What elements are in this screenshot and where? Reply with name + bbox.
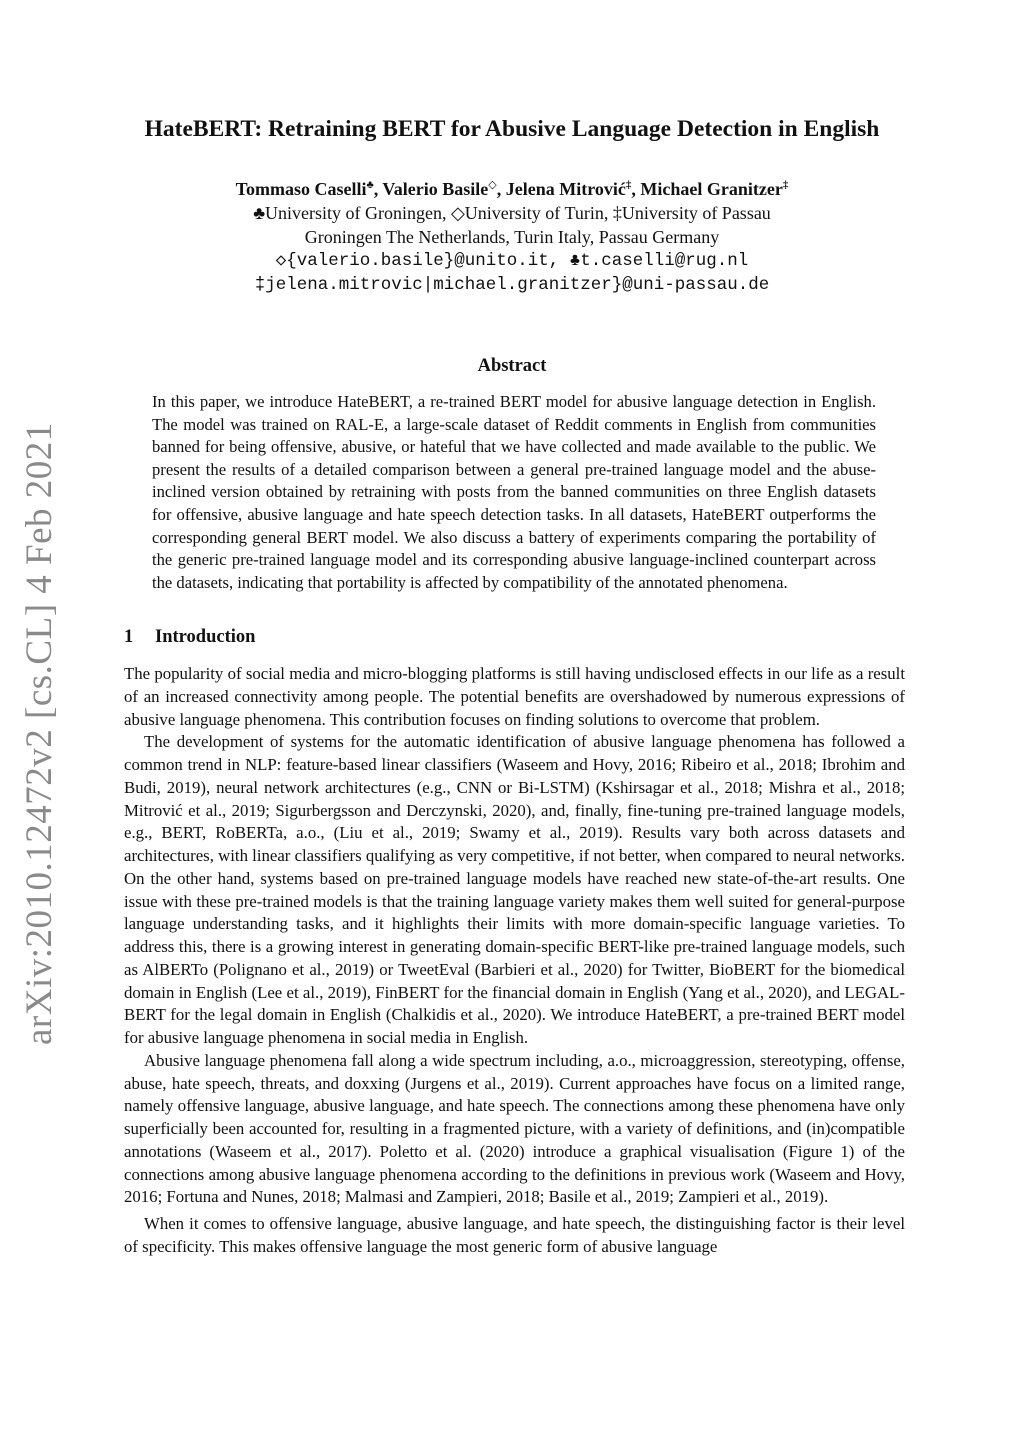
arxiv-identifier-stamp: arXiv:2010.12472v2 [cs.CL] 4 Feb 2021 <box>19 422 60 1045</box>
author-affiliation-mark: ♣ <box>366 179 374 191</box>
author-affiliation-mark: ‡ <box>625 179 632 191</box>
author-affiliation-mark: ‡ <box>782 179 789 191</box>
author-locations: Groningen The Netherlands, Turin Italy, Passau Germany <box>304 227 720 247</box>
author-emails-line-1: ◇{valerio.basile}@unito.it, ♣t.caselli@rug.nl <box>275 251 749 271</box>
author-name: Michael Granitzer <box>640 179 783 199</box>
section-number: 1 <box>124 627 134 647</box>
author-affiliations: ♣University of Groningen, ◇University of Turin, ‡University of Passau <box>253 203 771 223</box>
abstract-heading: Abstract <box>477 356 547 376</box>
abstract-text: In this paper, we introduce HateBERT, a re-trained BERT model for abusive language detection in English. The model was trained on RAL-E, a large-scale dataset of Reddit comments in English from communities banned for being offensive, abusive, or hateful that we have collected and made available to the public. We present the results of a detailed comparison between a general pre-trained language model and the abuse-inclined version obtained by retraining with posts from the banned communities on three English datasets for offensive, abusive language and hate speech detection tasks. In all datasets, HateBERT outperforms the corresponding general BERT model. We also discuss a battery of experiments comparing the portability of the generic pre-trained language model and its corresponding abusive language-inclined counterpart across the datasets, indicating that portability is affected by compatibility of the annotated phenomena. <box>152 392 876 592</box>
section-heading <box>124 627 255 648</box>
author-emails-line-2: ‡jelena.mitrovic|michael.granitzer}@uni-passau.de <box>254 275 770 295</box>
section-body <box>124 663 905 1259</box>
body-paragraph: The development of systems for the automatic identification of abusive language phenomena has followed a common trend in NLP: feature-based linear classifiers (Waseem and Hovy, 2016; Ribeiro et al., 2018; Ibrohim and Budi, 2019), neural network architectures (e.g., CNN or Bi-LSTM) (Kshirsagar et al., 2018; Mishra et al., 2018; Mitrović et al., 2019; Sigurbergsson and Derczynski, 2020), and, finally, fine-tuning pre-trained language models, e.g., BERT, RoBERTa, a.o., (Liu et al., 2019; Swamy et al., 2019). Results vary both across datasets and architectures, with linear classifiers qualifying as very competitive, if not better, when compared to neural networks. On the other hand, systems based on pre-trained language models have reached new state-of-the-art results. One issue with these pre-trained models is that the training language variety makes them well suited for general-purpose language understanding tasks, and it highlights their limits with more domain-specific language varieties. To address this, there is a growing interest in generating domain-specific BERT-like pre-trained language models, such as AlBERTo (Polignano et al., 2019) or TweetEval (Barbieri et al., 2020) for Twitter, BioBERT for the biomedical domain in English (Lee et al., 2019), FinBERT for the financial domain in English (Yang et al., 2020), and LEGAL-BERT for the legal domain in English (Chalkidis et al., 2020). We introduce HateBERT, a pre-trained BERT model for abusive language phenomena in social media in English. <box>124 732 905 1047</box>
paper-title: HateBERT: Retraining BERT for Abusive Language Detection in English <box>144 116 880 142</box>
author-name: Jelena Mitrović <box>505 179 626 199</box>
section-title: Introduction <box>155 627 256 647</box>
author-affiliation-mark: ◇ <box>488 179 497 191</box>
body-paragraph: The popularity of social media and micro-blogging platforms is still having undisclosed effects in our life as a result of an increased connectivity among people. The potential benefits are overshadowed by numerous expressions of abusive language phenomena. This contribution focuses on finding solutions to overcome that problem. <box>124 664 905 729</box>
author-name: Tommaso Caselli <box>235 179 367 199</box>
body-paragraph: When it comes to offensive language, abusive language, and hate speech, the distinguishing factor is their level of specificity. This makes offensive language the most generic form of abusive language <box>124 1214 905 1256</box>
author-block <box>0 177 1024 297</box>
body-paragraph: Abusive language phenomena fall along a wide spectrum including, a.o., microaggression, stereotyping, offense, abuse, hate speech, threats, and doxxing (Jurgens et al., 2019). Current approaches have focus on a limited range, namely offensive language, abusive language, and hate speech. The connections among these phenomena have only superficially been accounted for, resulting in a fragmented picture, with a variety of definitions, and (in)compatible annotations (Waseem et al., 2017). Poletto et al. (2020) introduce a graphical visualisation (Figure 1) of the connections among abusive language phenomena according to the definitions in previous work (Waseem and Hovy, 2016; Fortuna and Nunes, 2018; Malmasi and Zampieri, 2018; Basile et al., 2019; Zampieri et al., 2019). <box>124 1050 905 1207</box>
author-name: Valerio Basile <box>382 179 489 199</box>
author-names: Tommaso Caselli♣, Valerio Basile◇, Jelena Mitrović‡, Michael Granitzer‡ <box>235 179 789 199</box>
